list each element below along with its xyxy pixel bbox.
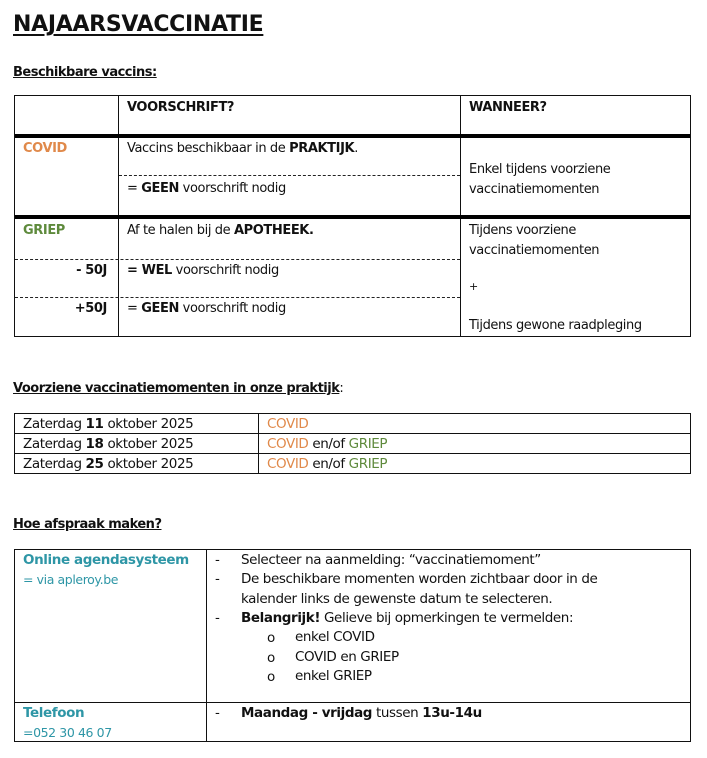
dashed-divider — [15, 259, 460, 260]
row-divider — [15, 215, 690, 219]
afspraak-heading: Hoe afspraak maken? — [13, 517, 162, 532]
dashed-divider — [15, 297, 460, 298]
table-row — [15, 414, 691, 434]
griep-tag: GRIEP — [348, 435, 388, 452]
option-item: enkel GRIEP — [295, 668, 372, 684]
griep-wanneer-line: Tijdens voorziene — [469, 223, 576, 238]
afspraak-table — [14, 549, 691, 742]
covid-tag: COVID — [267, 455, 309, 472]
telefoon-number[interactable]: =052 30 46 07 — [23, 725, 112, 740]
vaccine-cell — [259, 434, 691, 454]
day: Zaterdag — [23, 455, 86, 472]
page-title: NAJAARSVACCINATIE — [13, 12, 264, 37]
instruction-text: Gelieve bij opmerkingen te vermelden: — [320, 610, 574, 626]
punctuation: : — [339, 381, 344, 396]
griep-label: GRIEP — [23, 223, 65, 238]
covid-prescription — [127, 181, 286, 196]
important-label: Belangrijk! — [241, 610, 321, 626]
date-cell — [15, 414, 259, 434]
vaccins-heading: Beschikbare vaccins: — [13, 65, 157, 80]
instruction-item — [241, 609, 573, 629]
covid-tag: COVID — [267, 415, 309, 432]
covid-wanneer-line: vaccinatiemomenten — [469, 182, 600, 197]
list-dash: - — [215, 610, 220, 626]
griep-availability-text: Af te halen bij de — [127, 223, 234, 238]
connector: tussen — [372, 705, 423, 721]
date-number: 18 — [85, 435, 104, 452]
option-item: COVID en GRIEP — [295, 649, 399, 665]
covid-availability-text: Vaccins beschikbaar in de — [127, 141, 290, 156]
momenten-heading-text: Voorziene vaccinatiemomenten in onze praktijk — [13, 381, 340, 396]
prefix: = — [127, 181, 142, 196]
punctuation: . — [354, 141, 358, 156]
griep-availability — [127, 223, 314, 238]
table-row — [15, 434, 691, 454]
hours: 13u-14u — [422, 705, 482, 721]
bullet-icon: o — [267, 630, 275, 646]
date-number: 11 — [85, 415, 104, 432]
prescription-text: voorschrift nodig — [171, 263, 279, 278]
instruction-item: Selecteer na aanmelding: “vaccinatiemoment” — [241, 552, 541, 568]
column-header-wanneer: WANNEER? — [469, 100, 547, 115]
plus-sign: + — [469, 280, 478, 293]
date-number: 25 — [85, 455, 104, 472]
prefix: = — [127, 263, 142, 278]
vaccine-cell — [259, 414, 691, 434]
over-50-label: +50J — [74, 301, 107, 316]
day: Zaterdag — [23, 435, 86, 452]
under-50-prescription — [127, 263, 279, 278]
table-row — [15, 454, 691, 474]
covid-wanneer — [469, 160, 610, 200]
prescription-flag: GEEN — [141, 301, 179, 316]
date-cell — [15, 434, 259, 454]
telefoon-hours — [241, 704, 482, 724]
covid-availability-place: PRAKTIJK — [289, 141, 355, 156]
row-divider — [15, 702, 690, 703]
griep-wanneer — [469, 221, 599, 261]
vaccins-table — [14, 95, 691, 337]
bullet-icon: o — [267, 669, 275, 685]
instruction-line: De beschikbare momenten worden zichtbaar door in de — [241, 571, 598, 587]
online-link[interactable]: = via apleroy.be — [23, 572, 119, 587]
momenten-heading — [13, 381, 343, 396]
covid-tag: COVID — [267, 435, 309, 452]
covid-label: COVID — [23, 141, 67, 156]
bullet-icon: o — [267, 650, 275, 666]
under-50-label: - 50J — [76, 263, 107, 278]
month-year: oktober 2025 — [103, 455, 194, 472]
day: Zaterdag — [23, 415, 86, 432]
column-divider — [206, 550, 207, 741]
online-label: Online agendasysteem — [23, 552, 189, 568]
list-dash: - — [215, 571, 220, 587]
days: Maandag - vrijdag — [241, 705, 373, 721]
header-divider — [15, 134, 690, 138]
prescription-flag: GEEN — [141, 181, 179, 196]
griep-availability-place: APOTHEEK. — [233, 223, 314, 238]
column-header-voorschrift: VOORSCHRIFT? — [127, 100, 235, 115]
list-dash: - — [215, 552, 220, 568]
prescription-text: voorschrift nodig — [178, 181, 286, 196]
vaccine-cell — [259, 454, 691, 474]
griep-wanneer-line: vaccinatiemomenten — [469, 243, 600, 258]
griep-wanneer-line: Tijdens gewone raadpleging — [469, 318, 642, 333]
instruction-item — [241, 570, 597, 609]
prescription-text: voorschrift nodig — [178, 301, 286, 316]
dashed-divider — [119, 175, 460, 176]
month-year: oktober 2025 — [103, 415, 194, 432]
covid-availability — [127, 141, 358, 156]
prescription-flag: WEL — [141, 263, 172, 278]
telefoon-label: Telefoon — [23, 705, 85, 721]
covid-wanneer-line: Enkel tijdens voorziene — [469, 162, 611, 177]
month-year: oktober 2025 — [103, 435, 194, 452]
connector: en/of — [308, 455, 349, 472]
connector: en/of — [308, 435, 349, 452]
instruction-line: kalender links de gewenste datum te selecteren. — [241, 590, 553, 607]
griep-tag: GRIEP — [348, 455, 388, 472]
option-item: enkel COVID — [295, 629, 375, 645]
over-50-prescription — [127, 301, 286, 316]
date-cell — [15, 454, 259, 474]
list-dash: - — [215, 705, 220, 721]
momenten-table — [14, 413, 691, 474]
prefix: = — [127, 301, 142, 316]
